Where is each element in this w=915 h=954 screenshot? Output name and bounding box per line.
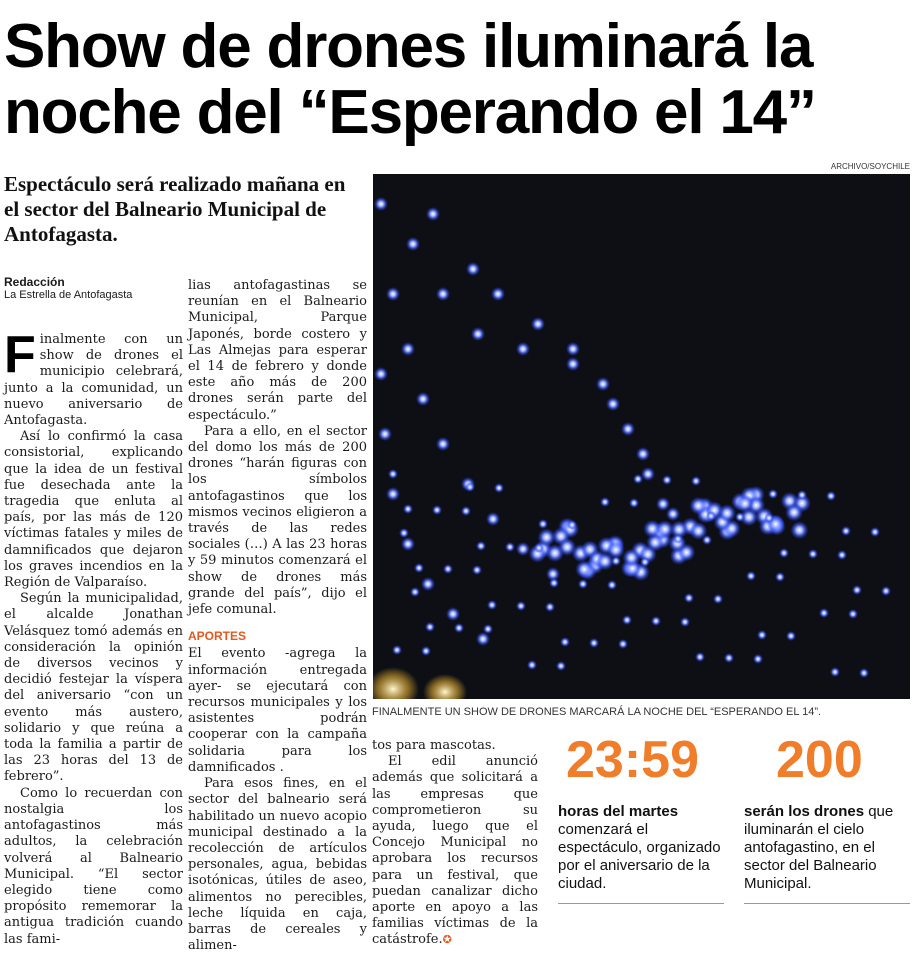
drone-light <box>785 503 803 521</box>
drone-light <box>848 609 858 619</box>
drone-light <box>859 668 869 678</box>
paragraph-1 <box>4 326 183 429</box>
drone-light <box>779 548 789 558</box>
paragraph-2: Así lo confirmó la casa consistorial, explicando que la idea de un festival fue desechada ante la tragedia que enluta al país, por las más de 120 víctimas fatales y miles de damnificados que dejaron los graves incendios en la Región de Valparaíso. <box>4 429 183 591</box>
drone-light <box>401 342 415 356</box>
drone-light <box>558 538 576 556</box>
drone-light <box>421 577 435 591</box>
drone-light <box>538 519 548 529</box>
drone-light <box>589 638 599 648</box>
drone-light <box>399 528 409 538</box>
drone-light <box>713 594 723 604</box>
drone-light <box>746 571 756 581</box>
drone-light <box>852 585 862 595</box>
drone-light <box>684 593 694 603</box>
drone-light <box>702 535 712 545</box>
drone-light <box>797 490 807 500</box>
drone-swarm-image <box>373 174 910 699</box>
drone-show-photo <box>373 174 910 699</box>
drone-light <box>606 397 620 411</box>
drone-light <box>575 560 593 578</box>
paragraph-3: Según la municipalidad, el alcalde Jonathan Velásquez tomó además en consideración la opinión de diversos vecinos y decidió festejar la víspera del aniversario “con un evento más austero, solidario y que reúna a toda la familia a partir de las 23 horas del 13 de febrero”. <box>4 591 183 785</box>
drone-light <box>641 467 655 481</box>
photo-caption: FINALMENTE UN SHOW DE DRONES MARCARÁ LA NOCHE DEL “ESPERANDO EL 14”. <box>372 706 822 718</box>
drone-light <box>706 511 716 521</box>
paragraph-10 <box>372 754 538 948</box>
drone-light <box>476 541 486 551</box>
fact-desc-time: comenzará el espectáculo, organizado por el aniversario de la ciudad. <box>558 821 721 892</box>
drone-light <box>461 506 471 516</box>
drone-light <box>724 653 734 663</box>
drone-light <box>567 520 577 530</box>
drone-light <box>374 367 388 381</box>
drone-light <box>421 646 431 656</box>
drone-light <box>505 542 515 552</box>
drone-light <box>736 495 754 513</box>
drone-light <box>786 631 796 641</box>
drone-light <box>808 549 818 559</box>
drone-light <box>491 287 505 301</box>
drone-light <box>640 557 650 567</box>
drone-light <box>556 661 566 671</box>
drone-light <box>673 534 683 544</box>
drone-light <box>695 652 705 662</box>
drone-light <box>406 237 420 251</box>
fact-text-time <box>558 803 728 893</box>
drone-light <box>618 639 628 649</box>
drone-light <box>527 660 537 670</box>
drone-light <box>662 475 672 485</box>
drone-light <box>549 578 559 588</box>
drone-light <box>426 207 440 221</box>
article-column-1 <box>4 326 183 948</box>
drone-light <box>578 579 588 589</box>
paragraph-9: tos para mascotas. <box>372 738 496 753</box>
drone-light <box>753 654 763 664</box>
paragraph-8: Para esos fines, en el sector del balneario será habilitado un nuevo acopio municipal destinado a la recolección de artículos personales, agua, bebidas isotónicas, útiles de aseo, alimentos no perecibles, leche líquida en caja, barras de cereales y alimen- <box>188 776 367 954</box>
drone-light <box>436 287 450 301</box>
headline: Show de drones iluminará la noche del “Esperando el 14” <box>4 12 816 147</box>
fact-text-drones <box>744 803 910 893</box>
drone-light <box>689 497 707 515</box>
drone-light <box>432 505 442 515</box>
drone-light <box>386 487 400 501</box>
drone-light <box>401 537 415 551</box>
drone-light <box>830 667 840 677</box>
drone-light <box>837 550 847 560</box>
drone-light <box>410 587 420 597</box>
drop-cap: F <box>4 326 36 384</box>
drone-light <box>651 616 661 626</box>
drone-light <box>764 513 774 523</box>
drone-light <box>472 565 482 575</box>
drone-light <box>656 497 670 511</box>
divider <box>744 903 910 904</box>
drone-light <box>483 624 493 634</box>
drone-light <box>494 483 504 493</box>
drone-light <box>476 632 490 646</box>
drone-light <box>566 357 580 371</box>
drone-light <box>471 327 485 341</box>
drone-light <box>629 498 639 508</box>
fact-desc-drones: que iluminarán el cielo antofagastino, en el sector del Balneario Municipal. <box>744 803 894 892</box>
deck: Espectáculo será realizado mañana en el sector del Balneario Municipal de Antofagasta. <box>4 172 346 246</box>
paragraph-7: El evento -agrega la información entregada ayer- se ejecutará con recursos municipales y los asistentes podrán cooperar con la campaña solidaria para los damnificados . <box>188 646 367 775</box>
fact-bold-drones: serán los drones <box>744 803 865 820</box>
fact-number-drones: 200 <box>776 731 863 789</box>
drone-light <box>486 512 500 526</box>
drone-light <box>465 482 475 492</box>
paragraph-4: Como lo recuerdan con nostalgia los antofagastinos más adultos, la celebración volverá al Balneario Municipal. “El sector elegido tiene como propósito rememorar la antigua tradición cuando las fami- <box>4 785 183 947</box>
drone-light <box>436 437 450 451</box>
drone-light <box>881 586 891 596</box>
subhead-aportes: APORTES <box>188 629 247 644</box>
drone-light <box>622 549 640 567</box>
drone-light <box>600 497 610 507</box>
drone-light <box>735 512 745 522</box>
byline-publication: La Estrella de Antofagasta <box>4 289 133 301</box>
drone-light <box>757 630 767 640</box>
paragraph-10-text: El edil anunció además que solicitará a las empresas que comprometieron su ayuda, luego que el Concejo Municipal no aprobara los recursos para un festival, que puedan canalizar dicho aporte en apoyo a las familias víctimas de la catástrofe. <box>372 754 538 948</box>
drone-light <box>790 521 808 539</box>
drone-light <box>560 637 570 647</box>
drone-light <box>446 607 460 621</box>
fact-bold-time: horas del martes <box>558 803 679 820</box>
photo-credit: ARCHIVO/SOYCHILE <box>830 162 910 171</box>
drone-light <box>392 645 402 655</box>
paragraph-1-text: inalmente con un show de drones el municipio celebrará, junto a la comunidad, un nuevo aniversario de Antofagasta. <box>4 332 183 429</box>
drone-light <box>416 392 430 406</box>
drone-light <box>596 377 610 391</box>
drone-light <box>768 489 778 499</box>
drone-light <box>718 504 736 522</box>
drone-light <box>691 476 701 486</box>
drone-light <box>487 600 497 610</box>
byline <box>4 275 184 301</box>
drone-light <box>516 542 530 556</box>
article-column-3 <box>372 738 538 949</box>
drone-light <box>826 491 836 501</box>
end-mark-icon: ✪ <box>442 933 452 947</box>
drone-light <box>633 474 643 484</box>
drone-light <box>622 615 632 625</box>
drone-light <box>680 617 690 627</box>
drone-light <box>414 563 424 573</box>
drone-light <box>374 197 388 211</box>
drone-light <box>531 317 545 331</box>
drone-light <box>516 601 526 611</box>
drone-light <box>534 543 544 553</box>
drone-light <box>425 622 435 632</box>
divider <box>558 903 724 904</box>
drone-light <box>611 556 621 566</box>
fact-number-time: 23:59 <box>566 731 699 789</box>
drone-light <box>545 602 555 612</box>
drone-light <box>775 572 785 582</box>
drone-light <box>870 527 880 537</box>
drone-light <box>388 469 398 479</box>
drone-light <box>841 526 851 536</box>
drone-light <box>607 580 617 590</box>
drone-light <box>454 623 464 633</box>
drone-light <box>666 507 680 521</box>
drone-light <box>466 262 480 276</box>
paragraph-6: Para a ello, en el sector del domo los más de 200 drones “harán figuras con los símbolos antofagastinos que los mismos vecinos eligieron a través de las redes sociales (…) A las 23 horas y 59 minutos comenzará el show de drones más grande del país”, dijo el jefe comunal. <box>188 423 367 618</box>
drone-light <box>378 427 392 441</box>
paragraph-5: lias antofagastinas se reunían en el Balneario Municipal, Parque Japonés, borde costero y Las Almejas para esperar el 14 de febrero y donde este año más de 200 drones serán parte del espectáculo.” <box>188 278 367 423</box>
drone-light <box>566 342 580 356</box>
drone-light <box>403 504 413 514</box>
drone-light <box>636 447 650 461</box>
drone-light <box>621 422 635 436</box>
article-column-2 <box>188 278 367 954</box>
byline-name: Redacción <box>4 275 65 289</box>
drone-light <box>516 342 530 356</box>
drone-light <box>819 608 829 618</box>
drone-light <box>386 287 400 301</box>
drone-light <box>443 564 453 574</box>
